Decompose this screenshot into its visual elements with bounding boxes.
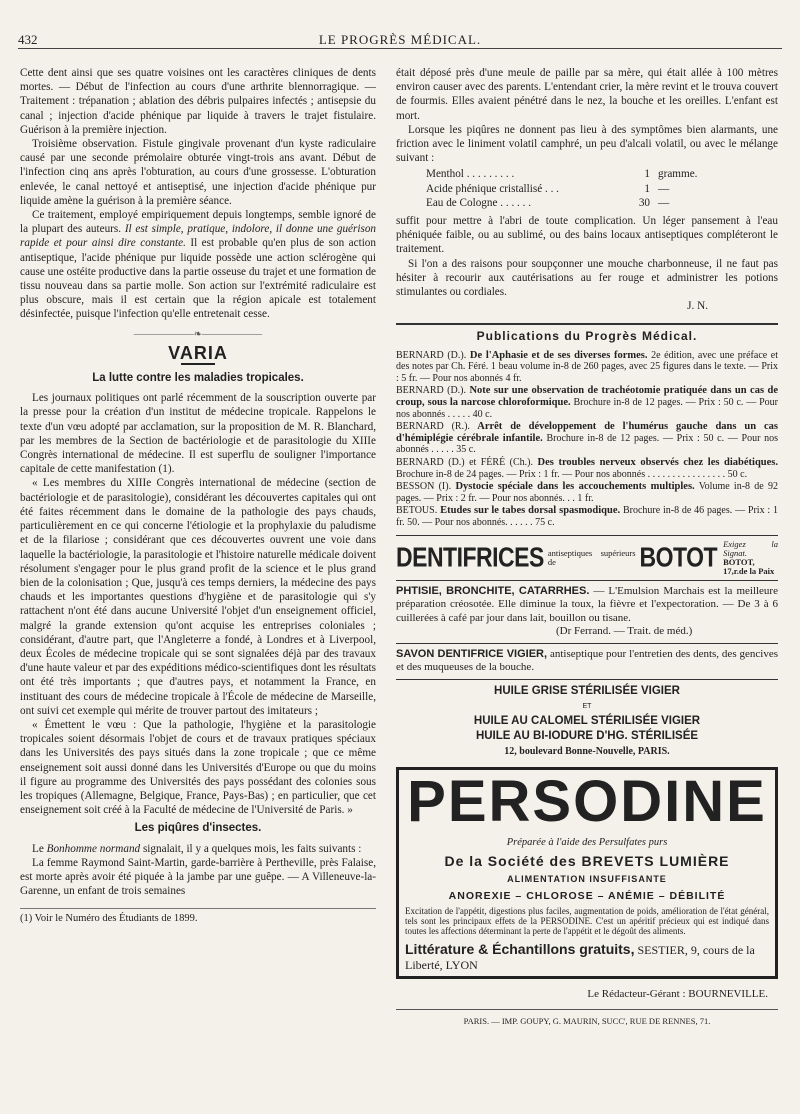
pub-author: BERNARD (R.). [396, 421, 470, 433]
editor-line: Le Rédacteur-Gérant : BOURNEVILLE. [587, 987, 768, 1000]
italic-span: Il est simple, pratique, indolore, il donne une guérison rapide et pour ainsi dire constante. [20, 223, 377, 250]
section-heading-varia: VARIA [168, 342, 228, 363]
ad-note: Exigez la Signat. [723, 538, 778, 558]
ad-line: ANOREXIE – CHLOROSE – ANÉMIE – DÉBILITÉ [448, 890, 726, 903]
ingredient-unit: — [658, 182, 670, 195]
paragraph: était déposé près d'une meule de paille par sa mère, qui était allée à 100 mètres environ causer avec des parents. L'entendant crier, la mère revint et le trouva couvert de fourmis. Elles avaient pénétré dans le nez, la bouche et les oreilles. L'enfant est mort. [396, 67, 778, 122]
ingredient-unit: — [658, 196, 670, 209]
dentifrices-ad [396, 535, 778, 581]
ad-note: BOTOT, [723, 556, 755, 567]
pub-title: Etudes sur le tabes dorsal spasmodique. [437, 505, 621, 517]
italic-span: Bonhomme normand [46, 842, 141, 855]
divider [396, 679, 778, 680]
formula-list [426, 167, 778, 210]
ornament-divider: ——————❧—————— [133, 328, 263, 340]
paragraph: Si l'on a des raisons pour soupçonner une mouche charbonneuse, il ne faut pas hésiter à recourir aux cautérisations au fer rouge et administrer les potions stimulantes ou cordiales. [396, 257, 778, 299]
ad-line: Préparée à l'aide des Persulfates purs [506, 836, 668, 848]
huile-ad [396, 684, 778, 759]
journal-title: LE PROGRÈS MÉDICAL. [318, 32, 482, 47]
paragraph: suffit pour mettre à l'abri de toute complication. Un léger pansement à l'eau phéniquée faible, ou au sublimé, ou des bains locaux antiseptiques compléteront le traitement. [396, 215, 778, 256]
pub-author: BERNARD (D.). [396, 385, 466, 397]
pub-title: De l'Aphasie et de ses diverses formes. [466, 349, 648, 361]
ingredient-qty: 1 [644, 182, 650, 195]
pub-details: Brochure in-8 de 12 pages. — Prix : 50 c. — Pour nos abonnés . . . . . 40 c. [396, 397, 778, 420]
pub-details: Volume in-8 de 92 pages. — Prix : 2 fr. — Pour nos abonnés. . . 1 fr. [396, 481, 778, 504]
formula-row [426, 182, 778, 196]
ad-reference: (Dr Ferrand. — Trait. de méd.) [556, 625, 693, 638]
publication-entry [396, 350, 778, 385]
ingredient-name: Acide phénique cristallisé . . . [426, 182, 559, 195]
pub-title: Dystocie spéciale dans les accouchements multiples. [451, 481, 695, 493]
paragraph: Les journaux politiques ont parlé récemment de la souscription ouverte par la presse pour la création d'un institut de médecine tropicale. Rappelons le texte d'un vœu adopté par acclamation, sur la proposition de M. R. Blanchard, par les membres de la Section de bactériologie et de parasitologie du XIIIe Congrès international de médecine. Il est superflu de souligner l'importance capitale de cette manifestation (1). [20, 392, 376, 476]
ad-address: SESTIER, 9, cours de la Liberté, LYON [405, 943, 755, 972]
ad-brand: BOTOT [639, 541, 718, 574]
ingredient-qty: 30 [638, 196, 650, 209]
paragraph [20, 842, 376, 856]
ad-address: 17,r.de la Paix [723, 565, 775, 576]
pub-details: Brochure in-8 de 46 pages. — Prix : 1 fr. 50. — Pour nos abonnés. . . . . . 75 c. [396, 505, 778, 528]
persodine-ad [396, 767, 778, 979]
ad-line: ALIMENTATION INSUFFISANTE [507, 873, 667, 884]
publication-entry [396, 481, 778, 504]
paragraph: Troisième observation. Fistule gingivale provenant d'un kyste radiculaire causé par une seconde prémolaire obturée vingt-trois ans avant. Début de l'infection cinq ans après l'obturation, au cours d'une grossesse. L'obturation enlevée, le canal nettoyé et antiseptisé, une injection d'acide phénique pur liquide amène la guérison à la première séance. [20, 138, 376, 207]
pub-details: 2e édition, avec une préface et des notes par Ch. Féré. 1 beau volume in-8 de 260 pages, avec 25 figures dans le texte. — Prix : 5 fr. — Pour nos abonnés 4 fr. [396, 349, 778, 384]
ad-company: De la Société des BREVETS LUMIÈRE [444, 852, 730, 869]
phtisie-ad [396, 585, 778, 639]
article-title: Les piqûres d'insectes. [134, 822, 262, 835]
formula-row [426, 167, 778, 181]
publication-entry [396, 457, 778, 480]
pub-author: BESSON (I). [396, 481, 452, 493]
ad-address: 12, boulevard Bonne-Nouvelle, PARIS. [504, 745, 670, 757]
publication-entry [396, 385, 778, 420]
signature: J. N. [687, 300, 708, 313]
pub-title: Note sur une observation de trachéotomie pratiquée dans un cas de croup, sous la narcose chloroformique. [396, 385, 778, 409]
savon-ad [396, 648, 778, 675]
ingredient-qty: 1 [644, 168, 650, 181]
ad-small-text: antiseptiques supérieurs de [547, 547, 636, 567]
text-span: signalait, il y a quelques mois, les faits suivants : [140, 842, 362, 855]
ingredient-unit: gramme. [658, 168, 698, 181]
ad-headline: Littérature & Échantillons gratuits, [405, 941, 635, 958]
paragraph: Cette dent ainsi que ses quatre voisines ont les caractères cliniques de dents mortes. — Début de l'infection au cours d'une arthrite blennorragique. — Traitement : trépanation ; ablation des débris pulpaires infectés ; antisepsie du canal ; injection d'acide phénique par liquide à travers le trajet fistulaire. Guérison à la première injection. [20, 67, 376, 136]
ad-text: Excitation de l'appétit, digestions plus faciles, augmentation de poids, amélioration de l'état général, tels sont les principaux effets de la PERSODINE. C'est un apéritif précieux qui est indiqué dans toutes les affections déterminant la perte de l'appétit et le dégoût des aliments. [405, 906, 769, 937]
pub-title: Des troubles nerveux observés chez les diabétiques. [532, 457, 778, 468]
ad-line: HUILE AU BI-IODURE D'HG. STÉRILISÉE [475, 729, 699, 742]
pub-author: BETOUS. [396, 505, 438, 517]
pub-details: Brochure in-8 de 12 pages. — Prix : 50 c. — Pour nos abonnés . . . . . 35 c. [396, 432, 778, 456]
publications-title: Publications du Progrès Médical. [396, 323, 778, 343]
ad-headline: SAVON DENTIFRICE VIGIER, [396, 647, 548, 660]
ad-conjunction: ET [582, 702, 592, 710]
heading-rule [181, 363, 215, 365]
page-number: 432 [18, 32, 38, 47]
footnote: (1) Voir le Numéro des Étudiants de 1899. [20, 908, 376, 926]
ad-address-block [723, 540, 778, 576]
paragraph: « Les membres du XIIIe Congrès international de médecine (section de bactériologie et de parasitologie), considérant les découvertes capitales qui ont été faites récemment dans le domaine de la pathologie des pays chauds, particulièrement en ce qui concerne l'étiologie et la prophylaxie du paludisme et de la filariose ; considérant que ces découvertes ouvrent une voie dans laquelle la bactériologie, la parasitologie et l'histoire naturelle médicale doivent résolument s'engager pour le plus grand profit de la science et le plus grand bien de la colonisation ; Que, jusqu'à ces temps derniers, la médecine des pays chauds et les importantes questions d'hygiène et de parasitologie qui s'y rattachent n'ont été dans aucune Université l'objet d'un enseignement officiel, malgré la grande extension qu'ont acquise les entreprises coloniales ; considérant, d'autre part, que l'Angleterre a fondé, à Londres et à Liverpool, deux Écoles de médecine tropicale qui se sont signalées déjà par des travaux d'une haute valeur et par des expéditions médico-scientifiques dont les résultats ont été très importants ; que d'autres pays, et notamment la France, en instituant des cours de médecine tropicale à l'École de médecine de Marseille, ont suivi cet exemple qui mérite de trouver partout des imitateurs ; [20, 477, 376, 717]
printer-line: PARIS. — IMP. GOUPY, G. MAURIN, SUCC', RUE DE RENNES, 71. [396, 1009, 778, 1028]
pub-details: Brochure in-8 de 24 pages. — Prix : 1 fr. — Pour nos abonnés . . . . . . . . . . . . . . . . 50 c. [396, 468, 748, 480]
pub-title: Arrêt de développement de l'humérus gauche dans un cas d'hémiplégie cérébrale infantile. [396, 421, 778, 444]
paragraph: « Émettent le vœu : Que la pathologie, l'hygiène et la parasitologie tropicales soient désormais l'objet de cours et de travaux pratiques spéciaux dans les Universités des pays situés dans la zone tropicale ; que ce même enseignement soit aussi donné dans les Universités d'Europe ou que du moins il figure au programme des Universités des pays possédant des colonies sous les tropiques (Allemagne, Belgique, France, Pays-Bas) ; en particulier, que cet enseignement soit créé à la Faculté de médecine de l'Université de Paris. » [20, 718, 376, 817]
ad-footer [405, 942, 769, 971]
formula-row [426, 196, 778, 210]
page-header [18, 30, 782, 49]
right-column [396, 66, 778, 1028]
ad-text: — L'Emulsion Marchais est la meilleure préparation créosotée. Elle diminue la toux, la fièvre et l'expectoration. — De 3 à 6 cuillerées à café par jour dans lait, bouillon ou tisane. [396, 584, 778, 624]
text-span: Ce traitement, employé empiriquement depuis longtemps, semble ignoré de la plupart des auteurs. [20, 209, 376, 236]
article-title: La lutte contre les maladies tropicales. [92, 372, 304, 385]
ad-text: antiseptique pour l'entretien des dents, des gencives et des muqueuses de la bouche. [396, 647, 778, 674]
ingredient-name: Eau de Cologne . . . . . . [426, 196, 532, 209]
text-span: Le [32, 842, 47, 855]
publication-entry [396, 421, 778, 456]
divider [396, 643, 778, 644]
left-column [20, 66, 376, 927]
paragraph [20, 208, 376, 322]
ad-line: HUILE GRISE STÉRILISÉE VIGIER [494, 684, 680, 697]
pub-author: BERNARD (D.). [396, 349, 467, 361]
ingredient-name: Menthol . . . . . . . . . [426, 168, 515, 181]
ad-brand: PERSODINE [407, 768, 767, 834]
text-span: Il est probable qu'en plus de son action antiseptique, l'acide phénique pur liquide possède une action sclérogène qui cause une ostéite productive dans la partie osseuse du trajet et une formation de tissu nouveau dans sa partie molle. Son action sur l'extrémité radiculaire est plus obscure, mais il est certain que la région apicale est totalement désinfectée, puisque l'infection qu'elle entretenait cesse. [20, 237, 376, 321]
ad-line: HUILE AU CALOMEL STÉRILISÉE VIGIER [473, 714, 701, 727]
publication-entry [396, 505, 778, 528]
paragraph: Lorsque les piqûres ne donnent pas lieu à des symptômes bien alarmants, une friction avec le liniment volatil camphré, un peu d'alcali volatil, ou avec le mélange suivant : [396, 123, 778, 165]
pub-author: BERNARD (D.) et FÉRÉ (Ch.). [396, 457, 533, 468]
paragraph: La femme Raymond Saint-Martin, garde-barrière à Pertheville, près Falaise, est morte après avoir été piquée à la jambe par une guêpe. — A Villeneuve-la-Garenne, un enfant de trois semaines [20, 856, 376, 898]
ad-headline: PHTISIE, BRONCHITE, CATARRHES. [396, 584, 590, 597]
ad-headline: DENTIFRICES [396, 541, 544, 574]
